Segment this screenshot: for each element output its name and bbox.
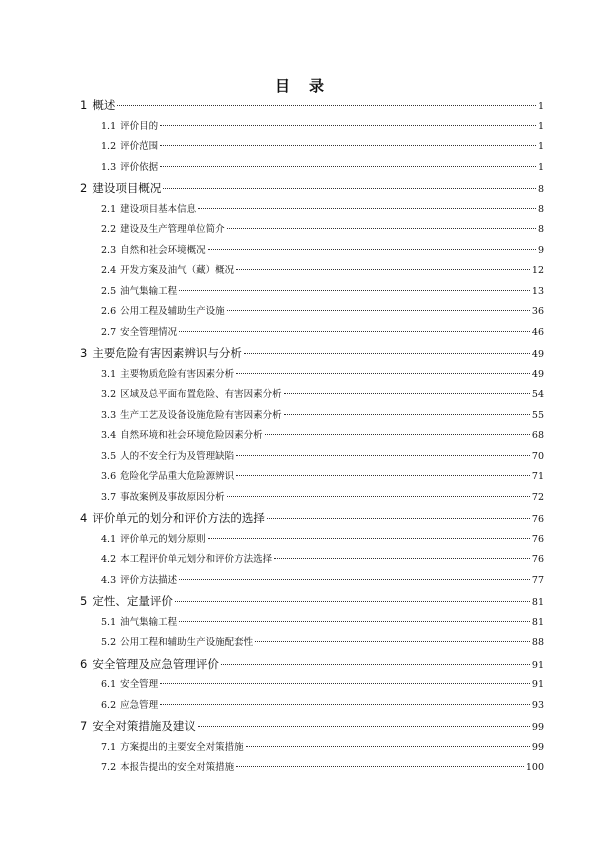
toc-entry-number: 1.2 [101, 141, 117, 152]
toc-section-row[interactable] [80, 467, 544, 488]
toc-chapter-row[interactable] [80, 654, 544, 676]
toc-page-number: 100 [525, 762, 544, 773]
toc-chapter-row[interactable] [80, 95, 544, 117]
toc-section-row[interactable] [80, 158, 544, 179]
toc-section-row[interactable] [80, 282, 544, 303]
toc-page-number: 71 [531, 471, 544, 482]
toc-section-row[interactable] [80, 137, 544, 158]
toc-entry-number: 7 [80, 719, 88, 733]
toc-entry-title: 评价方法描述 [120, 574, 178, 586]
toc-entry-number: 4.3 [101, 574, 117, 586]
toc-section-row[interactable] [80, 633, 544, 654]
toc-page-number: 8 [537, 184, 544, 195]
toc-dot-leader [179, 579, 530, 580]
toc-entry-number: 2.3 [101, 244, 117, 256]
toc-entry-number: 3.2 [101, 389, 117, 400]
toc-entry-number: 1 [80, 98, 88, 112]
toc-section-row[interactable] [80, 488, 544, 509]
toc-entry-number: 3.7 [101, 491, 117, 503]
toc-entry-title: 油气集输工程 [120, 285, 178, 297]
toc-entry-number: 2.1 [101, 203, 117, 215]
toc-section-row[interactable] [80, 220, 544, 241]
toc-chapter-row[interactable] [80, 178, 544, 200]
toc-dot-leader [208, 249, 536, 250]
toc-entry-title: 评价范围 [120, 141, 159, 152]
toc-section-row[interactable] [80, 696, 544, 717]
toc-page-number: 91 [531, 659, 544, 671]
toc-entry-title: 自然和社会环境概况 [120, 244, 206, 256]
toc-entry-number: 2.7 [101, 326, 117, 338]
toc-page-number: 55 [531, 409, 544, 421]
toc-section-row[interactable] [80, 365, 544, 386]
toc-entry-title: 定性、定量评价 [92, 594, 173, 608]
toc-section-row[interactable] [80, 200, 544, 221]
toc-dot-leader [236, 373, 530, 374]
toc-entry-title: 油气集输工程 [120, 616, 178, 628]
toc-dot-leader [117, 105, 536, 106]
toc-chapter-row[interactable] [80, 716, 544, 738]
toc-entry-title: 危险化学品重大危险源辨识 [120, 471, 235, 482]
toc-section-row[interactable] [80, 447, 544, 468]
toc-page-number: 1 [537, 141, 544, 152]
toc-dot-leader [236, 475, 530, 476]
toc-entry-number: 3 [80, 346, 88, 360]
toc-page-number: 81 [531, 597, 544, 608]
toc-page-number: 54 [531, 389, 544, 400]
toc-entry-title: 本报告提出的安全对策措施 [120, 762, 235, 773]
toc-entry-number: 1.1 [101, 120, 117, 132]
toc-dot-leader [244, 353, 530, 354]
toc-page-number: 93 [531, 699, 544, 711]
toc-entry-title: 应急管理 [120, 699, 159, 711]
toc-dot-leader [236, 455, 530, 456]
toc-dot-leader [179, 290, 530, 291]
toc-section-row[interactable] [80, 426, 544, 447]
toc-entry-number: 5 [80, 594, 88, 608]
toc-entry-title: 区域及总平面布置危险、有害因素分析 [120, 389, 282, 400]
toc-page-number: 99 [531, 722, 544, 733]
toc-dot-leader [198, 726, 530, 727]
toc-dot-leader [265, 434, 530, 435]
toc-chapter-row[interactable] [80, 591, 544, 613]
toc-entry-number: 3.5 [101, 450, 117, 462]
toc-page-number: 36 [531, 306, 544, 317]
toc-section-row[interactable] [80, 613, 544, 634]
toc-entry-title: 方案提出的主要安全对策措施 [120, 741, 244, 753]
toc-entry-title: 建设项目概况 [92, 181, 162, 195]
toc-section-row[interactable] [80, 117, 544, 138]
toc-entry-number: 3.6 [101, 471, 117, 482]
toc-entry-title: 主要危险有害因素辨识与分析 [92, 346, 242, 360]
toc-entry-title: 开发方案及油气（藏）概况 [120, 265, 235, 276]
toc-page-number: 91 [531, 679, 544, 690]
page-title-char-2: 录 [309, 77, 326, 95]
toc-entry-title: 安全管理 [120, 679, 159, 690]
toc-dot-leader [160, 704, 530, 705]
toc-section-row[interactable] [80, 675, 544, 696]
toc-page-number: 9 [537, 244, 544, 256]
toc-entry-title: 概述 [92, 98, 116, 112]
toc-page-number: 8 [537, 203, 544, 215]
toc-dot-leader [160, 145, 536, 146]
toc-page-number: 99 [531, 741, 544, 753]
toc-page-number: 81 [531, 616, 544, 628]
toc-entry-number: 4.2 [101, 554, 117, 565]
page-title [0, 75, 600, 96]
toc-page-number: 77 [531, 574, 544, 586]
toc-entry-number: 2.4 [101, 265, 117, 276]
toc-dot-leader [236, 269, 530, 270]
toc-dot-leader [227, 310, 530, 311]
toc-entry-title: 公用工程和辅助生产设施配套性 [120, 637, 254, 648]
table-of-contents [80, 95, 544, 779]
toc-section-row[interactable] [80, 406, 544, 427]
toc-entry-title: 评价单元的划分和评价方法的选择 [92, 511, 265, 525]
toc-entry-title: 评价依据 [120, 161, 159, 173]
toc-entry-number: 6.2 [101, 699, 117, 711]
toc-dot-leader [179, 331, 530, 332]
toc-page-number: 1 [537, 120, 544, 132]
toc-section-row[interactable] [80, 241, 544, 262]
toc-page-number: 49 [531, 368, 544, 380]
toc-entry-title: 人的不安全行为及管理缺陷 [120, 450, 235, 462]
toc-dot-leader [160, 125, 536, 126]
toc-page-number: 76 [531, 533, 544, 545]
toc-page-number: 49 [531, 349, 544, 360]
toc-dot-leader [221, 664, 530, 665]
toc-dot-leader [236, 766, 524, 767]
toc-section-row[interactable] [80, 571, 544, 592]
toc-dot-leader [160, 166, 536, 167]
toc-page-number: 12 [531, 265, 544, 276]
toc-entry-number: 4.1 [101, 533, 117, 545]
toc-entry-number: 3.1 [101, 368, 117, 380]
toc-dot-leader [284, 393, 530, 394]
toc-entry-title: 主要物质危险有害因素分析 [120, 368, 235, 380]
toc-page-number: 76 [531, 514, 544, 525]
toc-dot-leader [208, 538, 530, 539]
toc-page-number: 1 [537, 101, 544, 112]
toc-entry-title: 事故案例及事故原因分析 [120, 491, 225, 503]
toc-page-number: 13 [531, 285, 544, 297]
toc-dot-leader [179, 621, 530, 622]
toc-chapter-row[interactable] [80, 343, 544, 365]
toc-entry-number: 5.2 [101, 637, 117, 648]
toc-page-number: 72 [531, 491, 544, 503]
toc-page-number: 8 [537, 224, 544, 235]
toc-dot-leader [274, 558, 530, 559]
toc-dot-leader [284, 414, 530, 415]
toc-entry-number: 7.1 [101, 741, 117, 753]
toc-entry-title: 本工程评价单元划分和评价方法选择 [120, 554, 273, 565]
toc-section-row[interactable] [80, 550, 544, 571]
toc-entry-title: 生产工艺及设备设施危险有害因素分析 [120, 409, 282, 421]
toc-page-number: 88 [531, 637, 544, 648]
toc-entry-title: 评价单元的划分原则 [120, 533, 206, 545]
toc-entry-title: 建设项目基本信息 [120, 203, 197, 215]
toc-entry-number: 2 [80, 181, 88, 195]
toc-page-number: 68 [531, 430, 544, 441]
toc-entry-number: 2.5 [101, 285, 117, 297]
toc-dot-leader [255, 641, 530, 642]
toc-entry-number: 2.2 [101, 224, 117, 235]
toc-entry-number: 7.2 [101, 762, 117, 773]
toc-entry-title: 安全对策措施及建议 [92, 719, 196, 733]
toc-entry-number: 6.1 [101, 679, 117, 690]
toc-entry-title: 安全管理及应急管理评价 [92, 656, 219, 671]
toc-entry-number: 6 [80, 656, 88, 671]
toc-dot-leader [163, 188, 536, 189]
toc-section-row[interactable] [80, 385, 544, 406]
toc-entry-number: 3.4 [101, 430, 117, 441]
toc-entry-number: 2.6 [101, 306, 117, 317]
toc-entry-title: 自然环境和社会环境危险因素分析 [120, 430, 263, 441]
toc-section-row[interactable] [80, 758, 544, 779]
toc-dot-leader [227, 496, 530, 497]
toc-section-row[interactable] [80, 738, 544, 759]
toc-entry-title: 建设及生产管理单位简介 [120, 224, 225, 235]
page-title-char-1: 目 [274, 77, 291, 95]
toc-dot-leader [175, 601, 530, 602]
toc-page-number: 46 [531, 326, 544, 338]
toc-section-row[interactable] [80, 323, 544, 344]
toc-dot-leader [246, 746, 530, 747]
toc-dot-leader [227, 228, 536, 229]
toc-entry-number: 5.1 [101, 616, 117, 628]
toc-entry-title: 公用工程及辅助生产设施 [120, 306, 225, 317]
toc-section-row[interactable] [80, 302, 544, 323]
toc-entry-number: 4 [80, 511, 88, 525]
toc-page-number: 76 [531, 554, 544, 565]
toc-dot-leader [267, 518, 530, 519]
toc-section-row[interactable] [80, 261, 544, 282]
toc-entry-number: 1.3 [101, 161, 117, 173]
toc-dot-leader [160, 683, 530, 684]
toc-dot-leader [198, 208, 536, 209]
toc-entry-title: 安全管理情况 [120, 326, 178, 338]
toc-page-number: 1 [537, 161, 544, 173]
toc-chapter-row[interactable] [80, 508, 544, 530]
toc-entry-title: 评价目的 [120, 120, 159, 132]
toc-section-row[interactable] [80, 530, 544, 551]
toc-page-number: 70 [531, 450, 544, 462]
toc-entry-number: 3.3 [101, 409, 117, 421]
